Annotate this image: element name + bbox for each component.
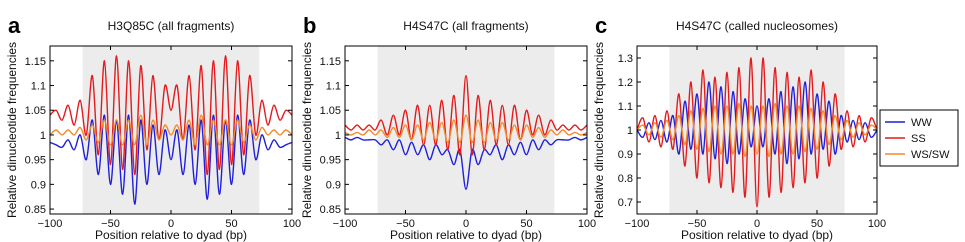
x-tick-label: 50 [810, 218, 824, 230]
x-tick-label: −100 [332, 218, 358, 230]
chart-title: H3Q85C (all fragments) [107, 19, 235, 33]
panel-label: c [595, 13, 608, 38]
y-tick-label: 0.85 [24, 204, 46, 217]
chart-panel-c [592, 13, 958, 242]
y-tick-label: 1.15 [319, 55, 341, 68]
y-axis-label: Relative dinucleotide frequencies [300, 41, 314, 219]
x-tick-label: −50 [101, 218, 120, 230]
y-axis-label: Relative dinucleotide frequencies [5, 41, 19, 219]
y-tick-label: 1.1 [30, 80, 46, 93]
y-tick-label: 1.1 [325, 80, 341, 93]
shaded-region [669, 46, 844, 214]
y-tick-label: 1 [334, 129, 341, 142]
y-tick-label: 0.8 [617, 173, 633, 185]
y-tick-label: 1.05 [24, 105, 46, 118]
x-tick-label: 0 [167, 218, 175, 230]
legend-label: WS/SW [911, 149, 950, 161]
x-tick-label: −100 [624, 218, 650, 230]
legend-label: WW [911, 117, 932, 129]
x-tick-label: −50 [687, 218, 707, 230]
x-tick-label: 100 [577, 218, 597, 230]
y-tick-label: 0.85 [319, 204, 341, 217]
y-tick-label: 1.05 [319, 105, 341, 118]
x-tick-label: 0 [753, 218, 761, 230]
x-axis-label: Position relative to dyad (bp) [389, 228, 543, 242]
y-tick-label: 1.15 [24, 55, 46, 68]
shaded-region [83, 46, 260, 214]
x-tick-label: 100 [867, 218, 887, 230]
chart-panel-a [5, 13, 301, 242]
x-tick-label: 50 [225, 218, 238, 230]
y-tick-label: 0.9 [325, 179, 341, 192]
chart-panel-b [300, 13, 596, 242]
y-tick-label: 1.3 [617, 53, 633, 65]
y-tick-label: 0.95 [24, 154, 46, 167]
y-tick-label: 1 [39, 129, 46, 142]
y-axis-label: Relative dinucleotide frequencies [592, 41, 606, 219]
chart-title: H4S47C (called nucleosomes) [675, 19, 839, 33]
y-tick-label: 0.95 [319, 154, 341, 167]
x-tick-label: 100 [282, 218, 302, 230]
panel-label: a [8, 13, 21, 38]
y-tick-label: 1 [626, 125, 633, 137]
x-tick-label: 0 [462, 218, 470, 230]
x-axis-label: Position relative to dyad (bp) [94, 228, 248, 242]
x-tick-label: −100 [37, 218, 63, 230]
y-tick-label: 1.2 [617, 77, 633, 89]
legend-label: SS [911, 133, 926, 145]
panel-label: b [303, 13, 317, 38]
y-tick-label: 1.1 [617, 101, 633, 113]
y-tick-label: 0.9 [617, 149, 633, 161]
y-tick-label: 0.7 [617, 197, 633, 209]
x-tick-label: −50 [396, 218, 415, 230]
y-tick-label: 0.9 [30, 179, 46, 192]
x-tick-label: 50 [520, 218, 533, 230]
legend [880, 110, 958, 166]
x-axis-label: Position relative to dyad (bp) [680, 228, 834, 242]
chart-title: H4S47C (all fragments) [403, 19, 529, 33]
